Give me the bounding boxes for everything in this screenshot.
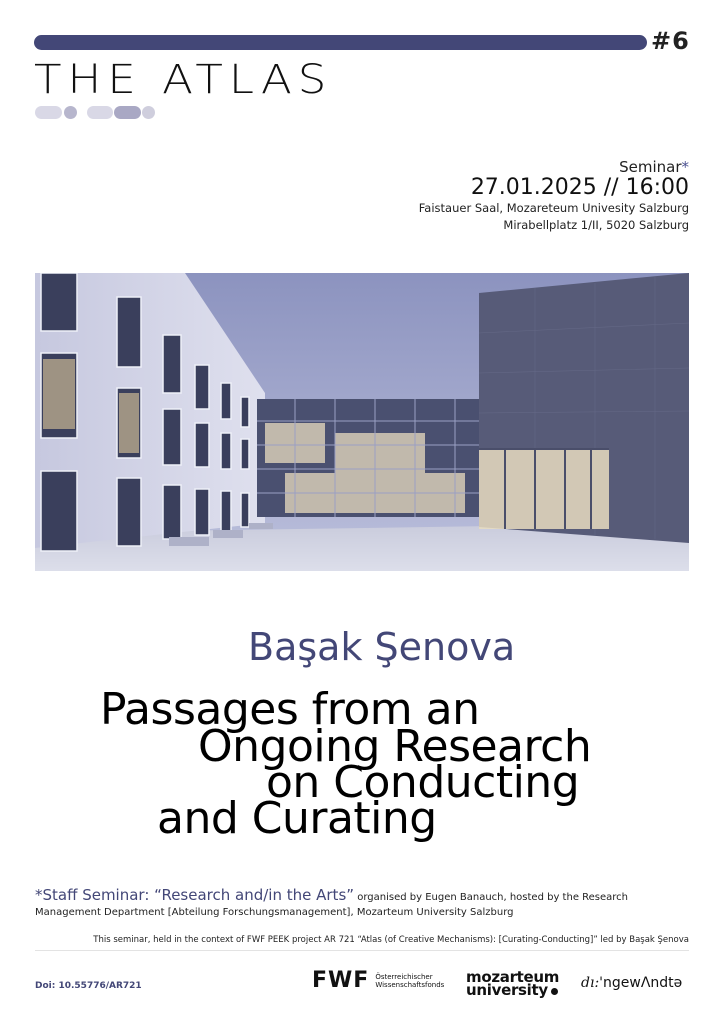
fwf-logo-mark: FWF bbox=[312, 968, 370, 993]
decor-pill bbox=[142, 106, 155, 119]
venue-photo bbox=[35, 273, 689, 571]
decor-pill bbox=[35, 106, 62, 119]
event-date-time: 27.01.2025 // 16:00 bbox=[470, 175, 689, 200]
venue-photo-illustration bbox=[35, 273, 689, 571]
project-context-note: This seminar, held in the context of FWF PEEK project AR 721 “Atlas (of Creative Mechanisms): [Curating-Conducting]” led by Başak Şenova bbox=[93, 935, 689, 945]
footer-divider bbox=[35, 950, 689, 951]
event-type-mark: * bbox=[681, 158, 689, 176]
decor-pill bbox=[114, 106, 141, 119]
fwf-logo bbox=[312, 968, 444, 993]
talk-title-line4: and Curating bbox=[157, 793, 437, 844]
fwf-logo-name: Österreichischer Wissenschaftsfonds bbox=[375, 972, 445, 989]
staff-seminar-note bbox=[35, 888, 689, 920]
event-location-line1: Faistauer Saal, Mozareteum Univesity Salzburg bbox=[418, 201, 689, 215]
decor-pill bbox=[64, 106, 77, 119]
talk-title-line1: Passages from an bbox=[100, 684, 480, 735]
decor-pill bbox=[87, 106, 113, 119]
event-location-line2: Mirabellplatz 1/II, 5020 Salzburg bbox=[503, 218, 689, 232]
mozarteum-logo-dot bbox=[551, 988, 558, 995]
doi-link[interactable]: Doi: 10.55776/AR721 bbox=[35, 981, 142, 991]
mozarteum-logo: mozarteum university bbox=[466, 968, 560, 999]
staff-seminar-details: organised by Eugen Banauch, hosted by the Research Management Department [Abteilung Forschungsmanagement], Mozarteum University Salzburg bbox=[35, 892, 629, 918]
event-info bbox=[419, 158, 689, 234]
issue-number: #6 bbox=[651, 27, 690, 55]
talk-title-line3: on Conducting bbox=[266, 757, 580, 808]
staff-seminar-lead: *Staff Seminar: “Research and/in the Arts” bbox=[35, 886, 355, 904]
header-bar bbox=[34, 35, 647, 50]
series-title: THE ATLAS bbox=[34, 55, 333, 103]
speaker-name: Başak Şenova bbox=[248, 625, 516, 669]
angewandte-logo: dı:'ngewΛndtə bbox=[581, 975, 683, 991]
talk-title-line2: Ongoing Research bbox=[198, 721, 592, 772]
event-type: Seminar* bbox=[619, 158, 689, 176]
talk-title bbox=[0, 680, 724, 850]
